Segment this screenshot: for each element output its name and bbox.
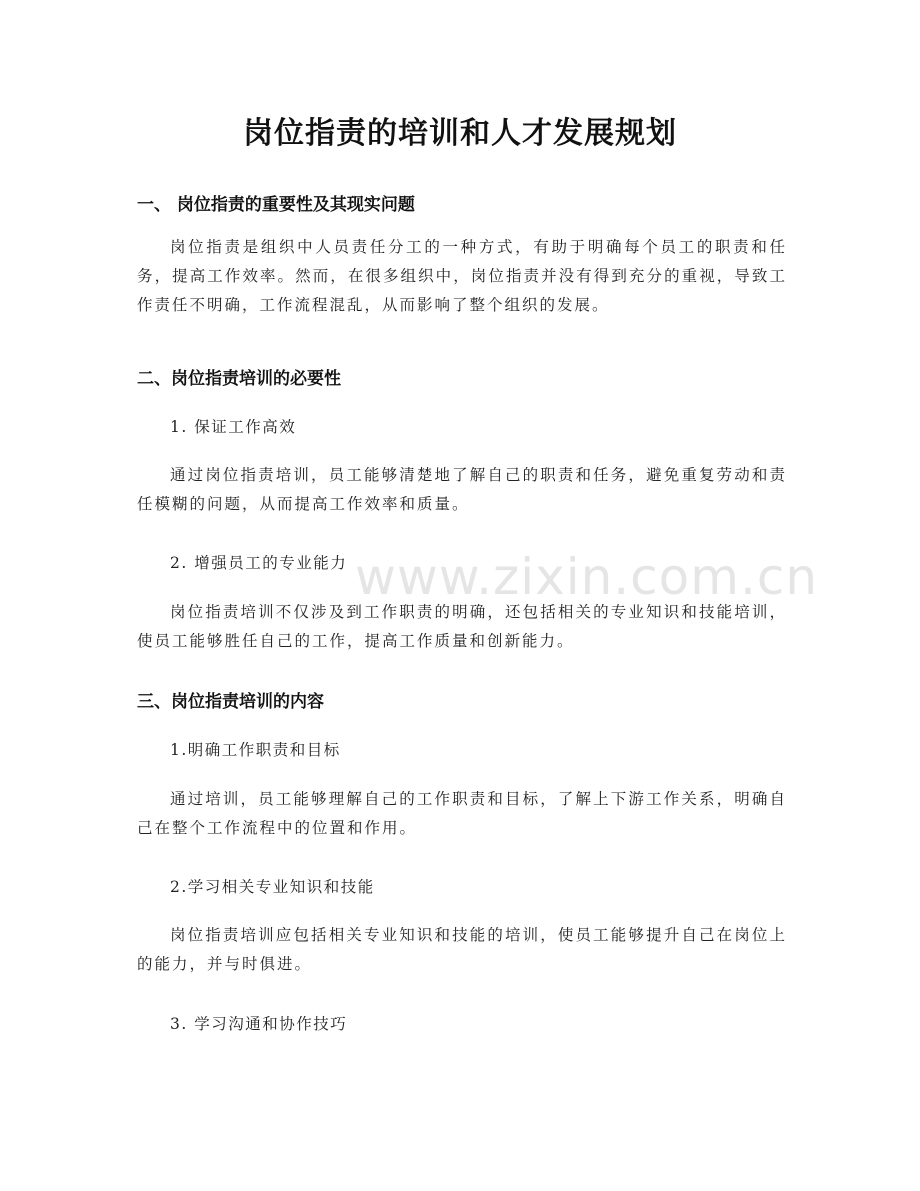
watermark: www.zixin.com.cn [355,548,819,606]
section-3-item-3-subheading: 3. 学习沟通和协作技巧 [170,1015,348,1033]
section-2-item-2-subheading: 2. 增强员工的专业能力 [170,554,348,572]
section-3-item-1-paragraph: 通过培训，员工能够理解自己的工作职责和目标，了解上下游工作关系，明确自己在整个工作流程中的位置和作用。 [137,790,787,837]
section-1-paragraph: 岗位指责是组织中人员责任分工的一种方式，有助于明确每个员工的职责和任务，提高工作效率。然而，在很多组织中，岗位指责并没有得到充分的重视，导致工作责任不明确，工作流程混乱，从而影响了整个组织的发展。 [137,238,787,314]
section-3-item-2-subheading: 2.学习相关专业知识和技能 [170,878,375,896]
section-3-item-2-paragraph: 岗位指责培训应包括相关专业知识和技能的培训，使员工能够提升自己在岗位上的能力，并与时俱进。 [137,926,787,973]
section-3-heading: 三、岗位指责培训的内容 [137,692,324,712]
document-title: 岗位指责的培训和人才发展规划 [243,116,677,151]
section-3-item-1-subheading: 1.明确工作职责和目标 [170,741,341,759]
section-2-item-1-subheading: 1. 保证工作高效 [170,418,297,436]
section-1-heading: 一、 岗位指责的重要性及其现实问题 [137,195,415,215]
section-2-heading: 二、岗位指责培训的必要性 [137,369,341,389]
section-2-item-2-paragraph: 岗位指责培训不仅涉及到工作职责的明确，还包括相关的专业知识和技能培训，使员工能够胜任自己的工作，提高工作质量和创新能力。 [137,603,787,650]
section-2-item-1-paragraph: 通过岗位指责培训，员工能够清楚地了解自己的职责和任务，避免重复劳动和责任模糊的问题，从而提高工作效率和质量。 [137,466,787,513]
